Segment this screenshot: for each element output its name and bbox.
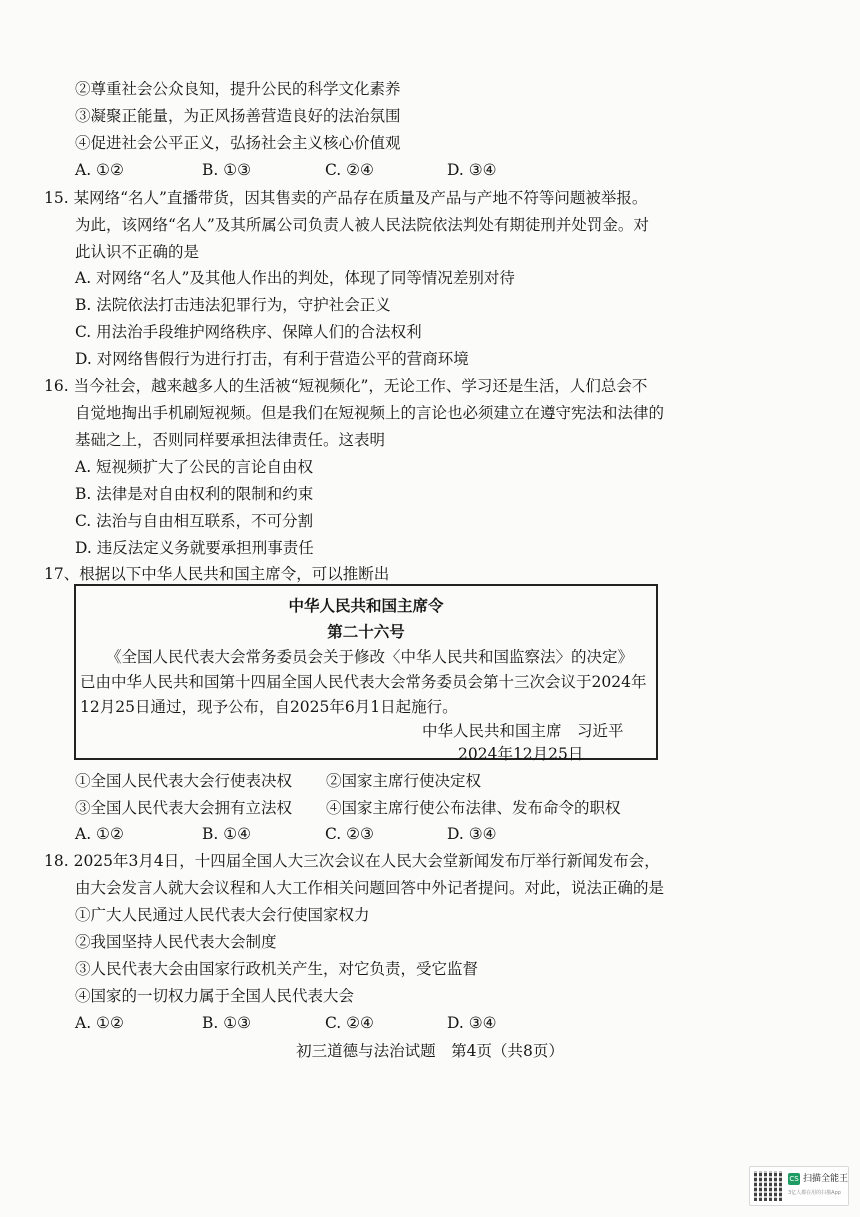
decree-title: 中华人民共和国主席令	[288, 596, 444, 615]
q14-item-3: ③凝聚正能量，为正风扬善营造良好的法治氛围	[75, 107, 401, 125]
q14-item-2: ②尊重社会公众良知，提升公民的科学文化素养	[75, 80, 401, 98]
q17-item-2: ②国家主席行使决定权	[326, 772, 482, 790]
q17-option-d: D. ③④	[447, 825, 497, 843]
q15-stem-line-2: 为此，该网络“名人”及其所属公司负责人被人民法院依法判处有期徒刑并处罚金。对	[75, 216, 649, 234]
q17-item-1: ①全国人民代表大会行使表决权	[75, 772, 293, 790]
q17-stem: 17、根据以下中华人民共和国主席令，可以推断出	[44, 565, 390, 583]
decree-date: 2024年12月25日	[458, 745, 584, 763]
scanner-app-tagline: 3亿人都在用的扫描App	[788, 1190, 841, 1196]
q17-option-a: A. ①②	[75, 825, 124, 843]
q15-option-c: C. 用法治手段维护网络秩序、保障人们的合法权利	[75, 323, 422, 341]
q16-stem-line-1: 16. 当今社会，越来越多人的生活被“短视频化”，无论工作、学习还是生活，人们总会不	[44, 377, 648, 395]
q18-stem-line-2: 由大会发言人就大会议程和人大工作相关问题回答中外记者提问。对此，说法正确的是	[75, 879, 665, 897]
q18-item-4: ④国家的一切权力属于全国人民代表大会	[75, 987, 355, 1005]
q18-option-a: A. ①②	[75, 1014, 124, 1032]
q18-stem-line-1: 18. 2025年3月4日，十四届全国人大三次会议在人民大会堂新闻发布厅举行新闻发布会，	[44, 852, 660, 870]
decree-body-line-2: 已由中华人民共和国第十四届全国人民代表大会常务委员会第十三次会议于2024年	[80, 673, 647, 691]
decree-number: 第二十六号	[327, 622, 405, 641]
q14-option-d: D. ③④	[447, 161, 497, 179]
q14-option-a: A. ①②	[75, 161, 124, 179]
scanner-app-name: 扫描全能王	[803, 1174, 849, 1184]
q18-item-1: ①广大人民通过人民代表大会行使国家权力	[75, 906, 370, 924]
q17-item-3: ③全国人民代表大会拥有立法权	[75, 799, 293, 817]
q14-option-c: C. ②④	[325, 161, 374, 179]
q17-option-b: B. ①④	[202, 825, 252, 843]
q15-option-a: A. 对网络“名人”及其他人作出的判处，体现了同等情况差别对待	[75, 269, 515, 287]
q15-option-d: D. 对网络售假行为进行打击，有利于营造公平的营商环境	[75, 350, 469, 368]
q14-item-4: ④促进社会公平正义，弘扬社会主义核心价值观	[75, 134, 401, 152]
q18-options	[75, 1013, 635, 1033]
q16-option-a: A. 短视频扩大了公民的言论自由权	[75, 458, 314, 476]
q16-stem-line-2: 自觉地掏出手机刷短视频。但是我们在短视频上的言论也必须建立在遵守宪法和法律的	[75, 404, 665, 422]
q16-option-c: C. 法治与自由相互联系，不可分割	[75, 512, 314, 530]
q15-stem-line-1: 15. 某网络“名人”直播带货，因其售卖的产品存在质量及产品与产地不符等问题被举报。	[44, 189, 648, 207]
q17-item-4: ④国家主席行使公布法律、发布命令的职权	[326, 799, 621, 817]
cs-logo-icon: CS	[789, 1175, 799, 1183]
q18-option-d: D. ③④	[447, 1014, 497, 1032]
q18-item-2: ②我国坚持人民代表大会制度	[75, 933, 277, 951]
q14-option-b: B. ①③	[202, 161, 252, 179]
q15-stem-line-3: 此认识不正确的是	[75, 243, 200, 261]
q18-option-b: B. ①③	[202, 1014, 252, 1032]
q16-option-b: B. 法律是对自由权利的限制和约束	[75, 485, 314, 503]
decree-body-line-3: 12月25日通过，现予公布，自2025年6月1日起施行。	[80, 698, 458, 716]
presidential-decree-box	[74, 584, 658, 763]
q15-option-b: B. 法院依法打击违法犯罪行为，守护社会正义	[75, 296, 391, 314]
scanner-watermark	[749, 1166, 849, 1206]
q16-option-d: D. 违反法定义务就要承担刑事责任	[75, 539, 314, 557]
q18-option-c: C. ②④	[325, 1014, 374, 1032]
q17-options	[75, 824, 635, 844]
decree-signature: 中华人民共和国主席 习近平	[422, 722, 624, 740]
q17-option-c: C. ②③	[325, 825, 374, 843]
page-footer: 初三道德与法治试题 第4页（共8页）	[296, 1042, 564, 1060]
decree-body-line-1: 《全国人民代表大会常务委员会关于修改〈中华人民共和国监察法〉的决定》	[106, 648, 634, 666]
q14-options	[75, 160, 635, 180]
q16-stem-line-3: 基础之上，否则同样要承担法律责任。这表明	[75, 431, 386, 449]
q18-item-3: ③人民代表大会由国家行政机关产生，对它负责，受它监督	[75, 960, 479, 978]
